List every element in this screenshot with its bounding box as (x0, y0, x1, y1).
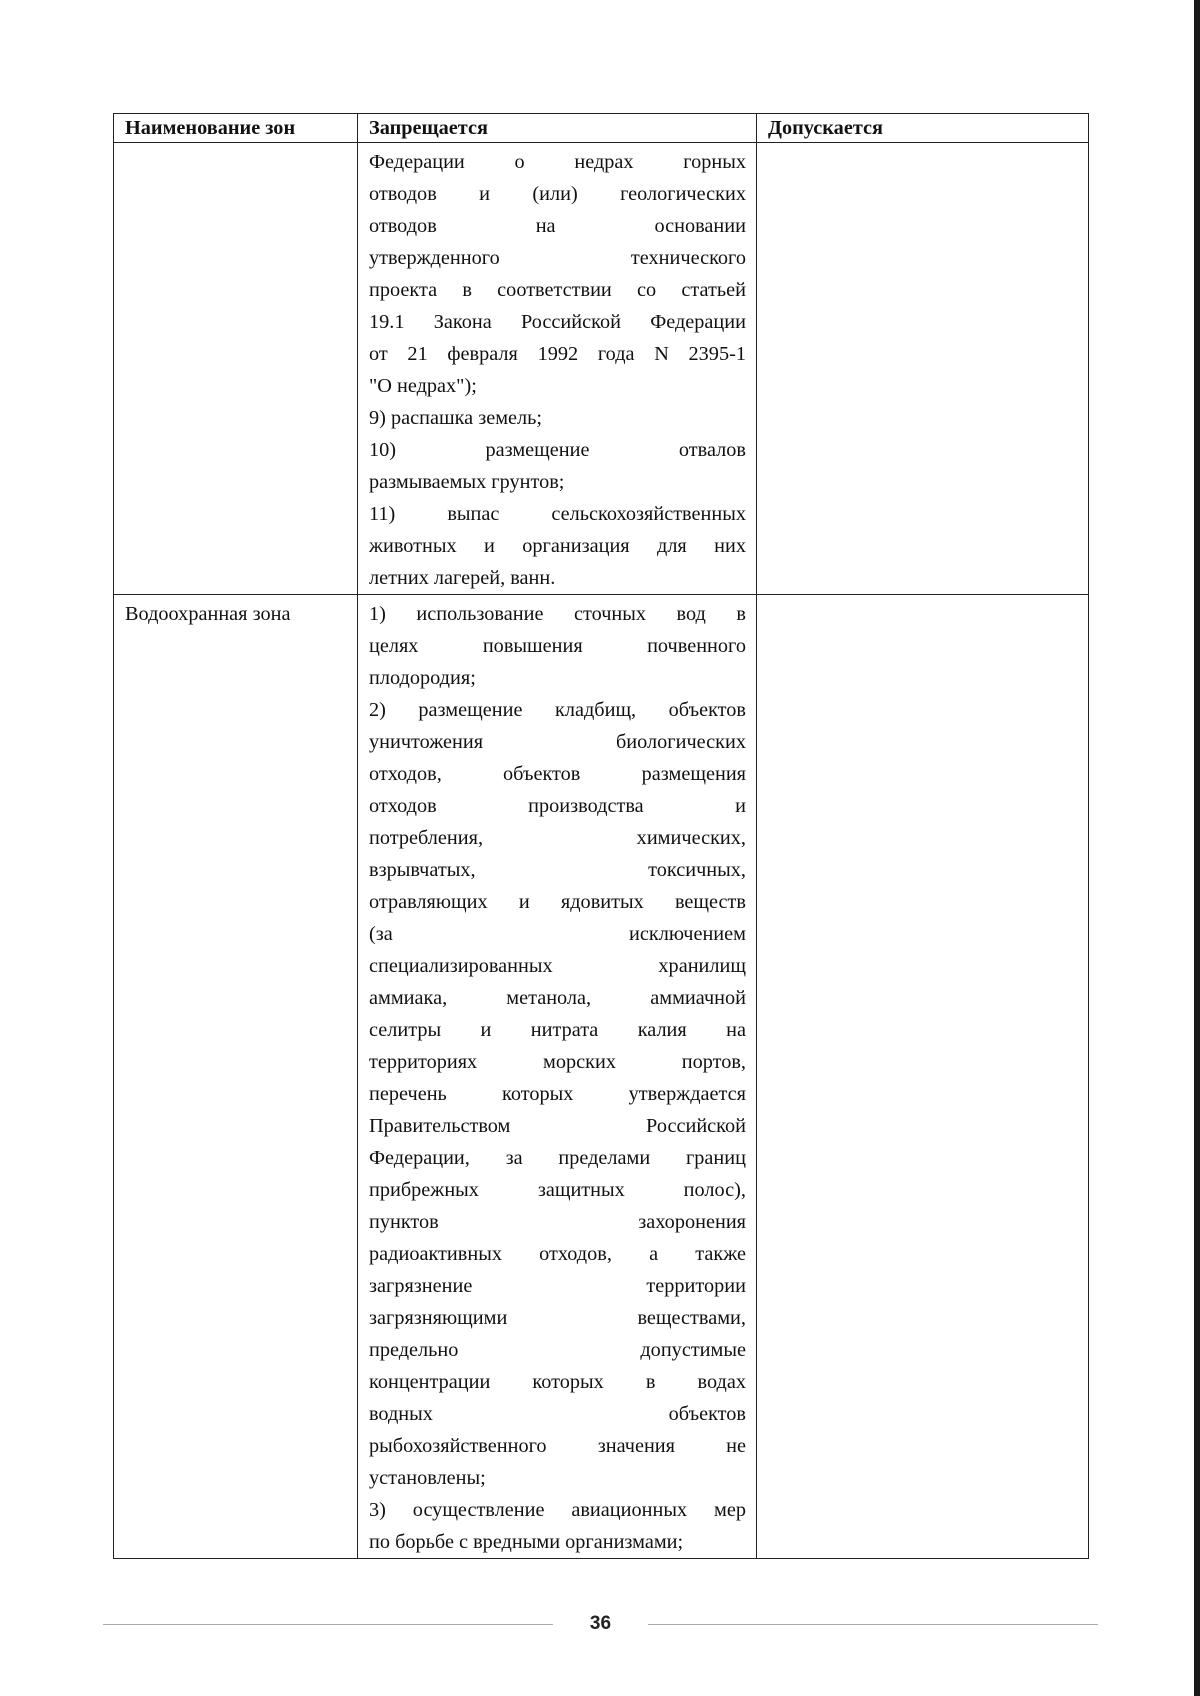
forbidden-line: 10) размещение отвалов (369, 439, 746, 461)
forbidden-line: водных объектов (369, 1403, 746, 1425)
forbidden-line: селитры и нитрата калия на (369, 1019, 746, 1041)
forbidden-line: концентрации которых в водах (369, 1371, 746, 1393)
forbidden-line: Правительством Российской (369, 1115, 746, 1137)
zones-table (113, 113, 1089, 1559)
zone-name-cell (114, 143, 358, 595)
forbidden-line: отравляющих и ядовитых веществ (369, 891, 746, 913)
forbidden-line: (за исключением (369, 923, 746, 945)
forbidden-line: по борьбе с вредными организмами; (369, 1531, 684, 1553)
forbidden-line: уничтожения биологических (369, 731, 746, 753)
forbidden-line: 1) использование сточных вод в (369, 603, 746, 625)
forbidden-cell (358, 143, 757, 595)
table-row (114, 595, 1089, 1559)
forbidden-line: территориях морских портов, (369, 1051, 746, 1073)
forbidden-line: от 21 февраля 1992 года N 2395-1 (369, 343, 746, 365)
allowed-cell (757, 595, 1089, 1559)
forbidden-line: целях повышения почвенного (369, 635, 746, 657)
forbidden-line: пунктов захоронения (369, 1211, 746, 1233)
forbidden-line: установлены; (369, 1467, 486, 1489)
page-footer (103, 1612, 1098, 1636)
forbidden-line: отходов производства и (369, 795, 746, 817)
forbidden-line: плодородия; (369, 667, 476, 689)
forbidden-line: загрязнение территории (369, 1275, 746, 1297)
zone-name-cell: Водоохранная зона (114, 595, 358, 1559)
forbidden-line: взрывчатых, токсичных, (369, 859, 746, 881)
footer-rule-right (648, 1624, 1098, 1625)
page-edge (1194, 0, 1200, 1696)
forbidden-line: отводов и (или) геологических (369, 183, 746, 205)
forbidden-line: 3) осуществление авиационных мер (369, 1499, 746, 1521)
forbidden-line: 2) размещение кладбищ, объектов (369, 699, 746, 721)
forbidden-line: отходов, объектов размещения (369, 763, 746, 785)
header-zone-name: Наименование зон (114, 114, 358, 143)
forbidden-line: предельно допустимые (369, 1339, 746, 1361)
forbidden-line: специализированных хранилищ (369, 955, 746, 977)
forbidden-line: 19.1 Закона Российской Федерации (369, 311, 746, 333)
forbidden-line: прибрежных защитных полос), (369, 1179, 746, 1201)
forbidden-line: радиоактивных отходов, а также (369, 1243, 746, 1265)
header-allowed: Допускается (757, 114, 1089, 143)
table-row (114, 143, 1089, 595)
allowed-cell (757, 143, 1089, 595)
forbidden-cell (358, 595, 757, 1559)
forbidden-line: животных и организация для них (369, 535, 746, 557)
page-number: 36 (589, 1613, 612, 1634)
forbidden-line: утвержденного технического (369, 247, 746, 269)
forbidden-line: 11) выпас сельскохозяйственных (369, 503, 746, 525)
footer-rule-left (103, 1624, 553, 1625)
forbidden-line: перечень которых утверждается (369, 1083, 746, 1105)
forbidden-line: отводов на основании (369, 215, 746, 237)
forbidden-line: Федерации, за пределами границ (369, 1147, 746, 1169)
forbidden-line: Федерации о недрах горных (369, 151, 746, 173)
forbidden-line: "О недрах"); (369, 375, 477, 397)
forbidden-line: загрязняющими веществами, (369, 1307, 746, 1329)
forbidden-line: потребления, химических, (369, 827, 746, 849)
forbidden-line: 9) распашка земель; (369, 407, 543, 429)
forbidden-line: летних лагерей, ванн. (369, 567, 556, 589)
forbidden-line: аммиака, метанола, аммиачной (369, 987, 746, 1009)
forbidden-line: размываемых грунтов; (369, 471, 565, 493)
header-forbidden: Запрещается (358, 114, 757, 143)
table-header-row (114, 114, 1089, 143)
forbidden-line: проекта в соответствии со статьей (369, 279, 746, 301)
forbidden-line: рыбохозяйственного значения не (369, 1435, 746, 1457)
